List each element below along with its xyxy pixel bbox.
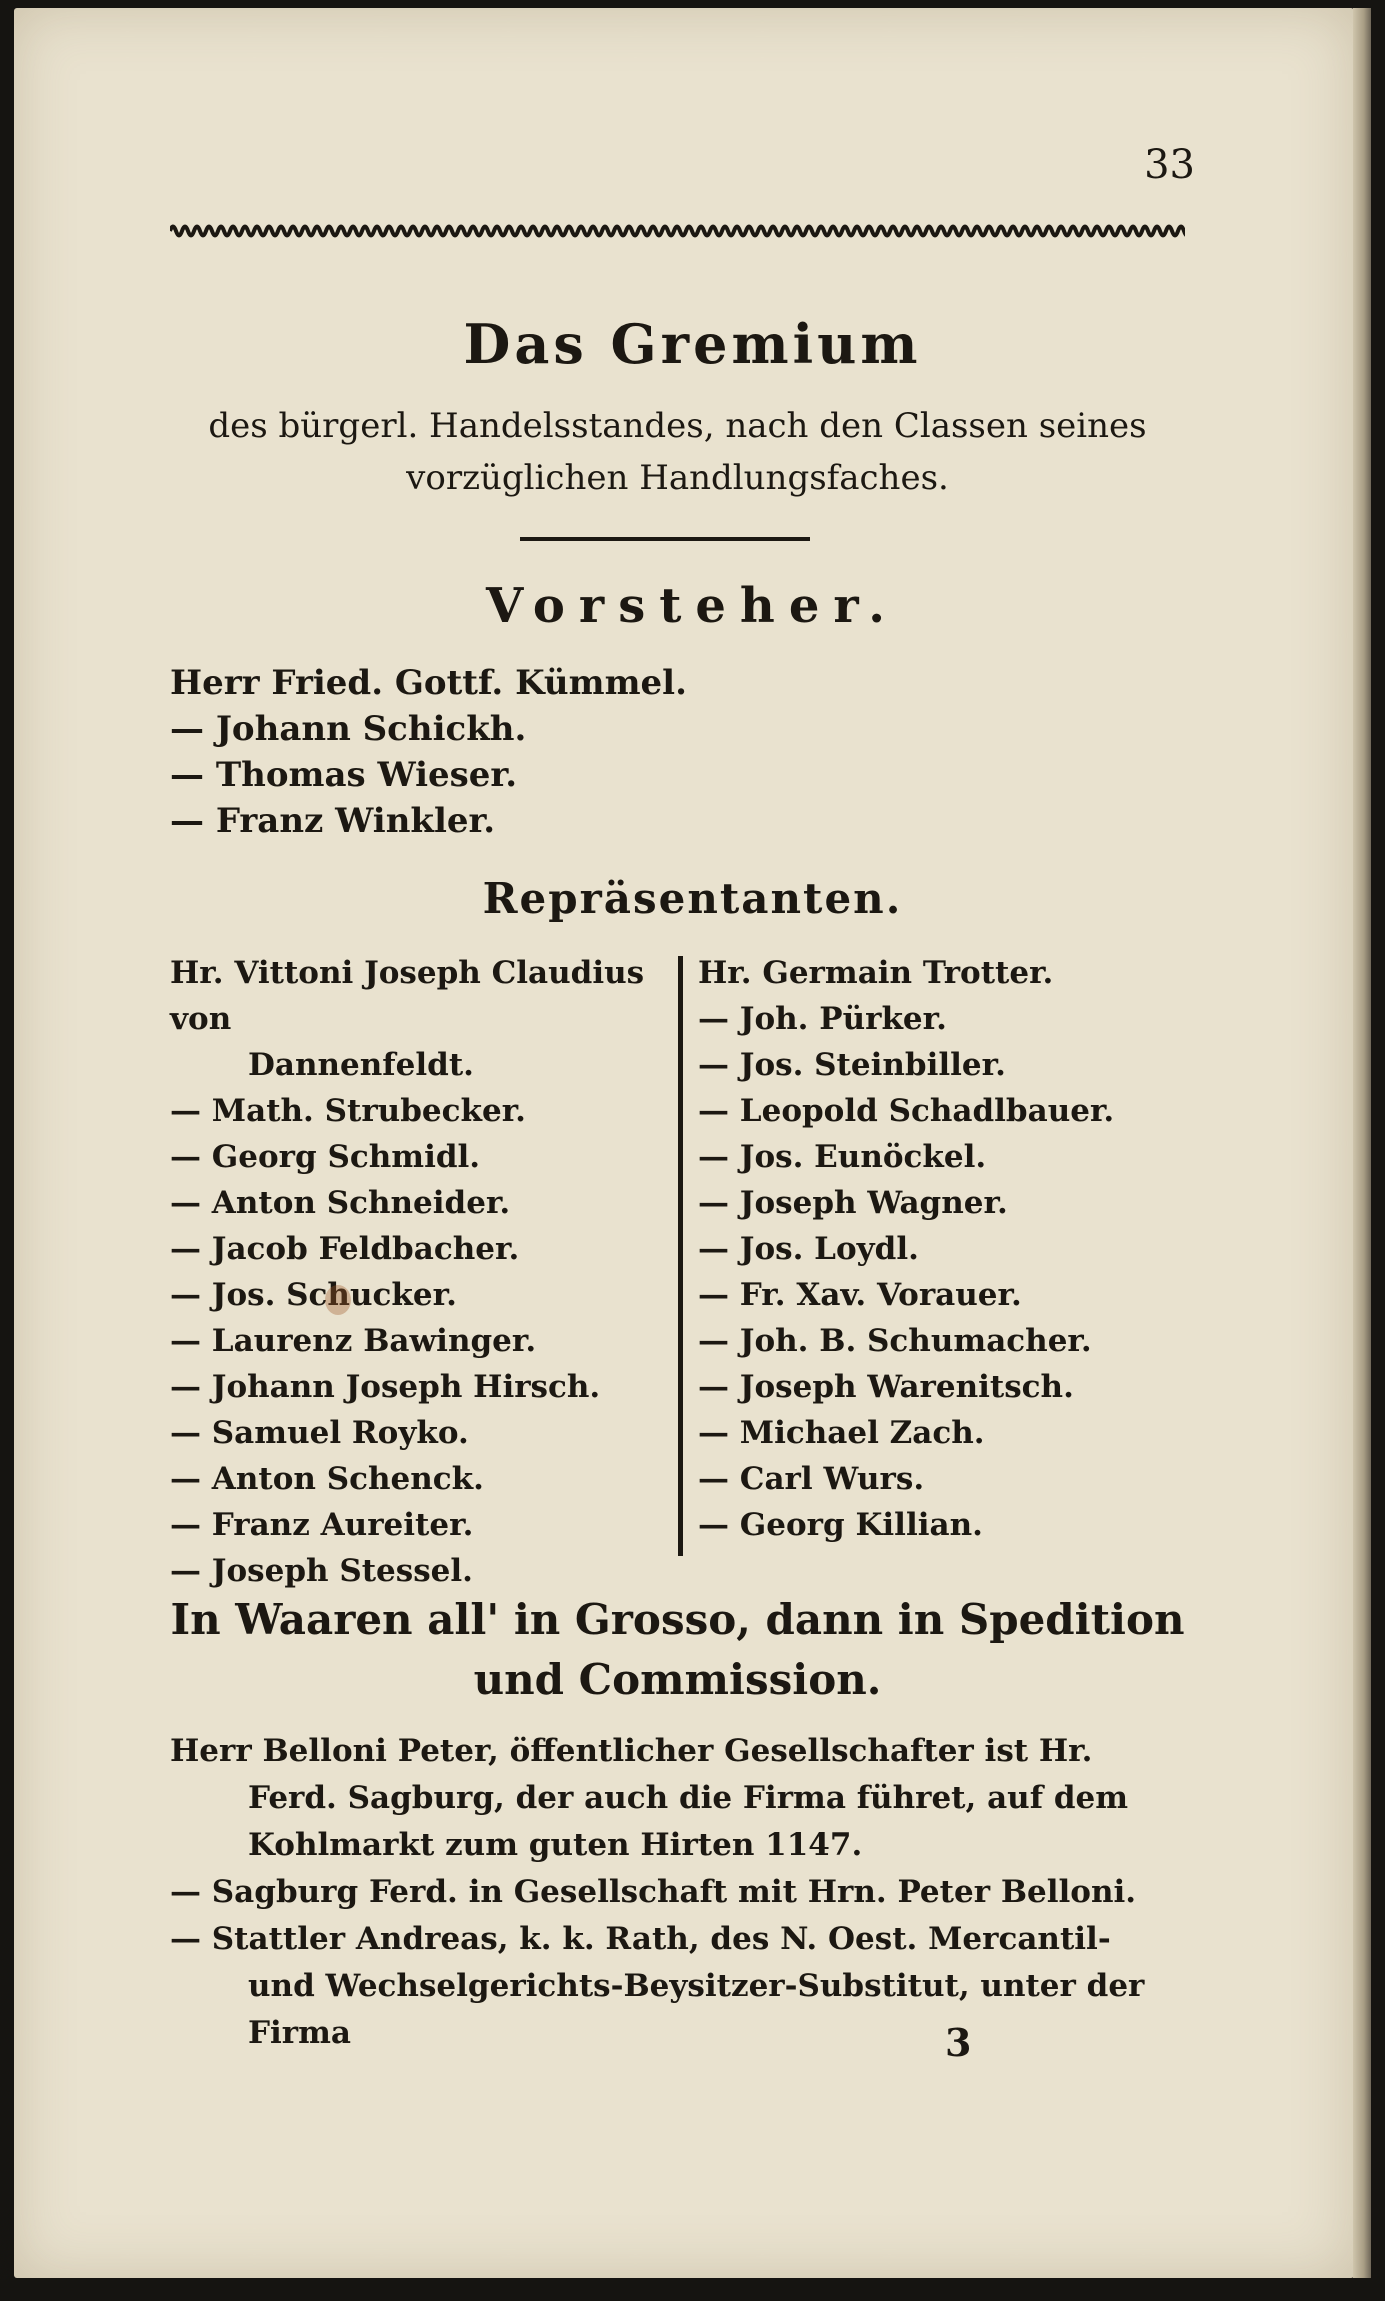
- ornamental-rule: [170, 220, 1185, 242]
- signature-mark: 3: [945, 2020, 972, 2065]
- list-item: — Joseph Warenitsch.: [698, 1369, 1074, 1405]
- list-item: — Franz Aureiter.: [170, 1507, 474, 1543]
- column-divider: [678, 956, 683, 1556]
- list-item: — Johann Joseph Hirsch.: [170, 1369, 601, 1405]
- entry-paragraph: Herr Belloni Peter, öffentlicher Gesellschafter ist Hr. Ferd. Sagburg, der auch die Firma führet, auf dem Kohlmarkt zum guten Hirten 1147.: [170, 1733, 1129, 1863]
- list-item: — Jos. Schucker.: [170, 1277, 457, 1313]
- entry-paragraph: — Sagburg Ferd. in Gesellschaft mit Hrn. Peter Belloni.: [170, 1874, 1137, 1910]
- page-subtitle: des bürgerl. Handelsstandes, nach den Classen seines vorzüglichen Handlungsfaches.: [208, 406, 1147, 498]
- list-item: — Math. Strubecker.: [170, 1093, 526, 1129]
- list-item: Dannenfeldt.: [248, 1047, 474, 1083]
- list-item: — Anton Schneider.: [170, 1185, 511, 1221]
- list-item: — Franz Winkler.: [170, 801, 496, 841]
- list-item: — Leopold Schadlbauer.: [698, 1093, 1115, 1129]
- list-item: Hr. Germain Trotter.: [698, 955, 1054, 991]
- repraesentanten-right-column: [698, 950, 1218, 1548]
- list-item: — Johann Schickh.: [170, 709, 527, 749]
- list-item: — Laurenz Bawinger.: [170, 1323, 537, 1359]
- paper-stain: [325, 1285, 351, 1315]
- list-item: — Thomas Wieser.: [170, 755, 518, 795]
- list-item: — Georg Killian.: [698, 1507, 983, 1543]
- list-item: Herr Fried. Gottf. Kümmel.: [170, 663, 687, 703]
- list-item: — Jos. Loydl.: [698, 1231, 919, 1267]
- list-item: — Jacob Feldbacher.: [170, 1231, 520, 1267]
- list-item: — Joh. B. Schumacher.: [698, 1323, 1092, 1359]
- list-item: — Joseph Stessel.: [170, 1553, 473, 1589]
- vorsteher-list: [170, 660, 687, 844]
- entry-paragraph: — Stattler Andreas, k. k. Rath, des N. Oest. Mercantil- und Wechselgerichts-Beysitzer-Substitut, unter der Firma: [170, 1921, 1145, 2051]
- section-heading-repraesentanten: Repräsentanten.: [482, 874, 903, 923]
- list-item: — Michael Zach.: [698, 1415, 985, 1451]
- repraesentanten-left-column: [170, 950, 670, 1594]
- waaren-entries: [170, 1728, 1185, 2057]
- page-title: Das Gremium: [463, 312, 922, 376]
- list-item: — Anton Schenck.: [170, 1461, 484, 1497]
- list-item: — Georg Schmidl.: [170, 1139, 481, 1175]
- section-heading-waaren: In Waaren all' in Grosso, dann in Spedition und Commission.: [170, 1595, 1185, 1704]
- list-item: — Jos. Eunöckel.: [698, 1139, 987, 1175]
- list-item: — Fr. Xav. Vorauer.: [698, 1277, 1022, 1313]
- page-number: 33: [1144, 142, 1195, 188]
- list-item: — Joseph Wagner.: [698, 1185, 1008, 1221]
- list-item: Hr. Vittoni Joseph Claudius von: [170, 955, 645, 1037]
- list-item: — Samuel Royko.: [170, 1415, 469, 1451]
- list-item: — Joh. Pürker.: [698, 1001, 947, 1037]
- list-item: — Jos. Steinbiller.: [698, 1047, 1006, 1083]
- divider-rule: [520, 537, 810, 541]
- section-heading-vorsteher: Vorsteher.: [486, 578, 899, 634]
- list-item: — Carl Wurs.: [698, 1461, 925, 1497]
